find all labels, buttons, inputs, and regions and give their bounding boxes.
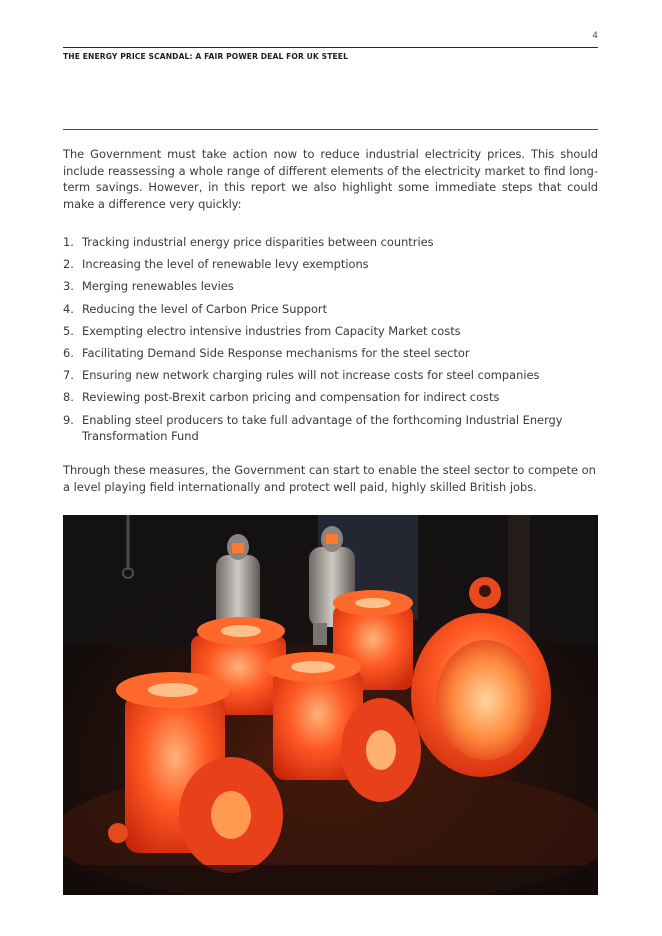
- closing-paragraph: Through these measures, the Government can start to enable the steel sector to compete on a level playing field internationally and protect well paid, highly skilled British jobs.: [63, 463, 596, 494]
- running-title: THE ENERGY PRICE SCANDAL: A FAIR POWER DEAL FOR UK STEEL: [63, 52, 349, 61]
- list-item: [63, 367, 598, 383]
- list-item: [63, 256, 598, 272]
- list-item: [63, 301, 598, 317]
- list-item-text: Tracking industrial energy price disparities between countries: [82, 235, 434, 249]
- list-item-text: Increasing the level of renewable levy exemptions: [82, 257, 369, 272]
- list-item-number: 8.: [63, 390, 74, 405]
- list-item-number: 6.: [63, 346, 74, 361]
- header-rule: [63, 47, 598, 48]
- list-item-number: 1.: [63, 235, 74, 249]
- list-item-text: Ensuring new network charging rules will not increase costs for steel companies: [82, 368, 540, 383]
- list-item-text: Enabling steel producers to take full advantage of the forthcoming Industrial Energy Transformation Fund: [82, 412, 563, 443]
- list-item-text: Reducing the level of Carbon Price Support: [82, 301, 328, 316]
- list-item-number: 7.: [63, 368, 74, 383]
- measures-list: [63, 234, 598, 450]
- list-item-text: Reviewing post-Brexit carbon pricing and compensation for indirect costs: [82, 390, 500, 405]
- list-item-text: Exempting electro intensive industries from Capacity Market costs: [82, 323, 461, 338]
- floor-shadow: [63, 865, 598, 895]
- list-item: [63, 323, 598, 339]
- page-number: 4: [592, 31, 598, 41]
- list-item-text: Facilitating Demand Side Response mechanisms for the steel sector: [82, 346, 470, 361]
- list-item-number: 2.: [63, 257, 74, 272]
- accent-rule: [63, 129, 598, 130]
- list-item-number: 5.: [63, 323, 74, 338]
- foundry-illustration: [63, 515, 598, 895]
- list-item-number: 3.: [63, 279, 74, 294]
- list-item: [63, 278, 598, 294]
- foundry-photo: [63, 515, 598, 895]
- list-item: [63, 234, 598, 250]
- list-item: [63, 412, 598, 444]
- list-item-number: 9.: [63, 412, 74, 427]
- list-item-text: Merging renewables levies: [82, 279, 234, 294]
- list-item: [63, 389, 598, 405]
- intro-paragraph: The Government must take action now to reduce industrial electricity prices. This should include reassessing a whole range of different elements of the electricity market to find long-term savings. However, in this report we also highlight some immediate steps that could make a difference very quickly:: [63, 147, 598, 211]
- list-item-number: 4.: [63, 301, 74, 316]
- list-item: [63, 345, 598, 361]
